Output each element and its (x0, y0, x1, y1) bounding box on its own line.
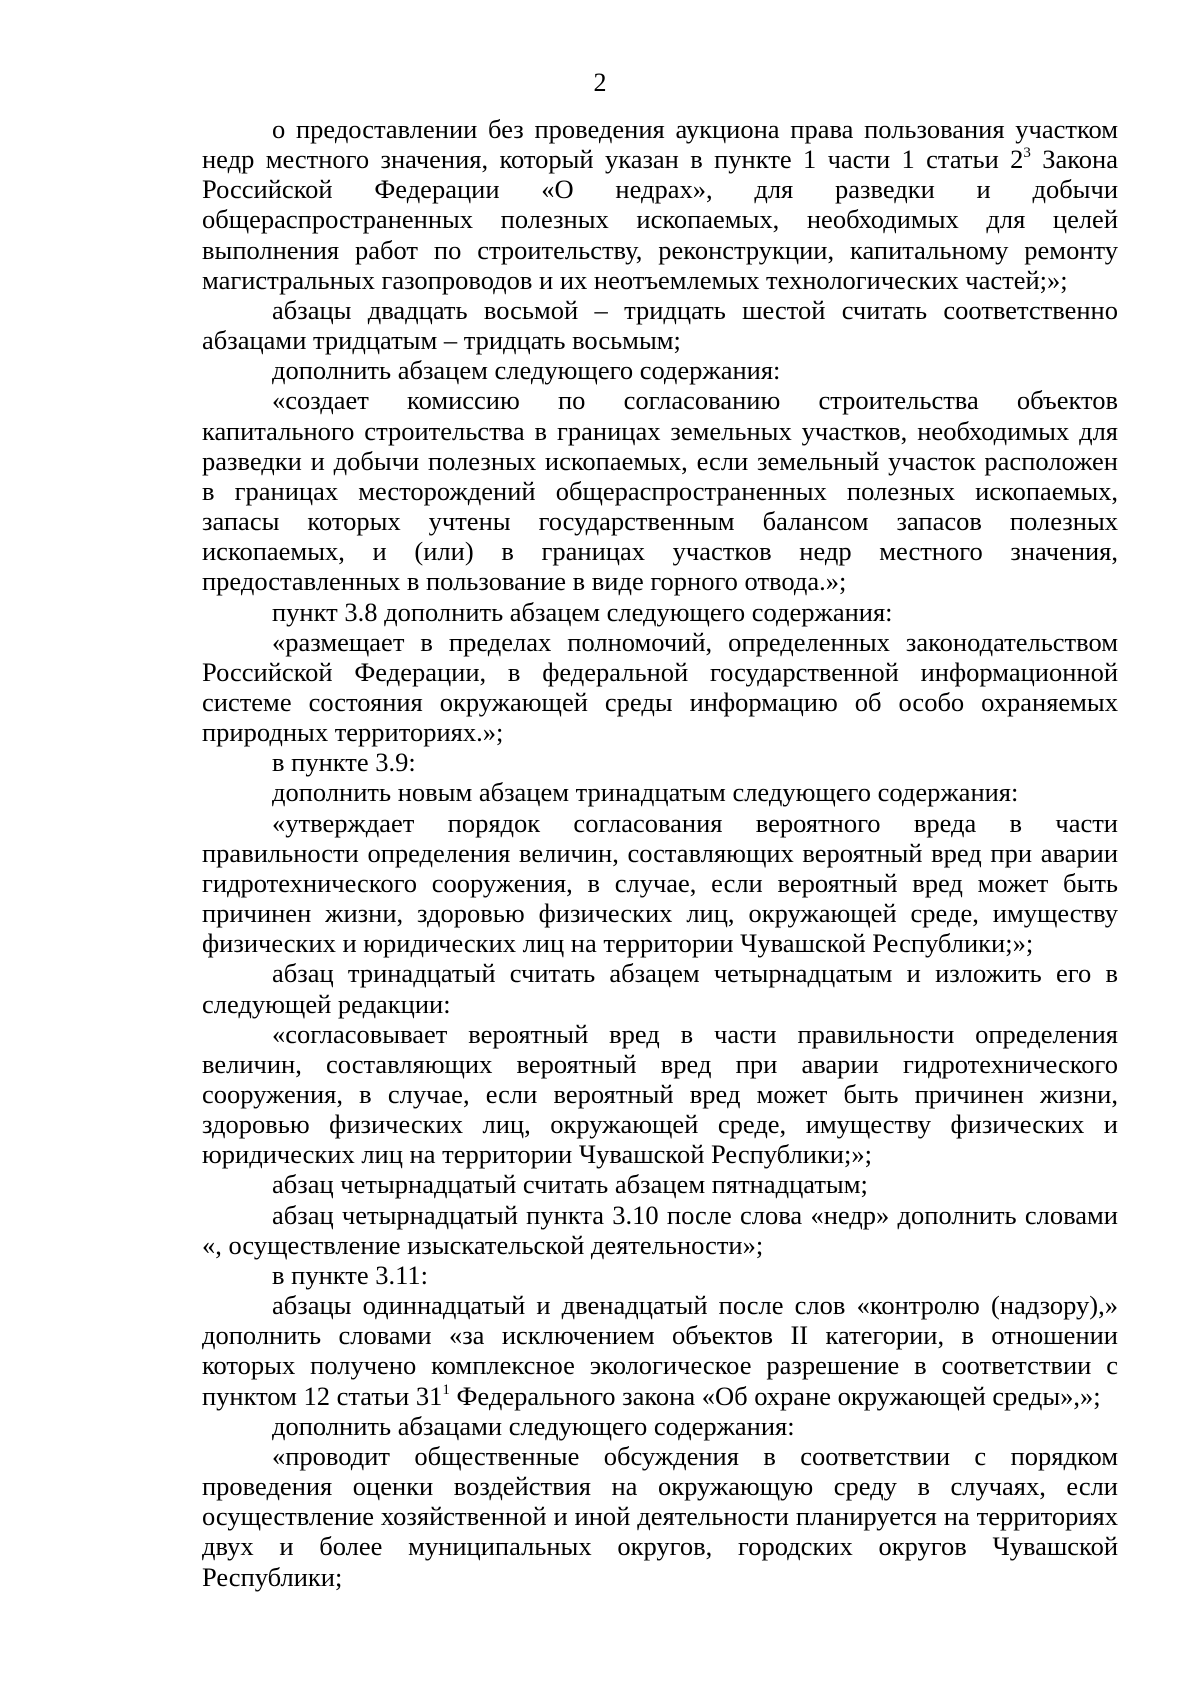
paragraph: «создает комиссию по согласованию строительства объектов капитального строительства в границах земельных участков, необходимых для разведки и добычи полезных ископаемых, если земельный участок расположен в границах месторождений общераспространенных полезных ископаемых, запасы которых учтены государственным балансом запасов полезных ископаемых, и (или) в границах участков недр местного значения, предоставленных в пользование в виде горного отвода.»; (202, 385, 1118, 597)
paragraph: дополнить абзацем следующего содержания: (272, 355, 781, 386)
paragraph: абзацы одиннадцатый и двенадцатый после слов «контролю (надзору),» дополнить словами «за исключением объектов II категории, в отношении которых получено комплексное экологическое разрешение в соответствии с пунктом 12 статьи $31^1$ Федерального закона «Об охране окружающей среды»,»; (202, 1290, 1118, 1411)
paragraph: в пункте 3.9: (272, 747, 416, 778)
paragraph: дополнить новым абзацем тринадцатым следующего содержания: (272, 777, 1019, 808)
paragraph: пункт 3.8 дополнить абзацем следующего содержания: (272, 596, 893, 627)
page-number: 2 (593, 68, 607, 97)
paragraph: «проводит общественные обсуждения в соответствии с порядком проведения оценки воздействия на окружающую среду в случаях, если осуществление хозяйственной и иной деятельности планируется на территориях двух и более муниципальных округов, городских округов Чувашской Республики; (202, 1440, 1118, 1592)
paragraph: о предоставлении без проведения аукциона права пользования участком недр местного значения, который указан в пункте 1 части 1 статьи $2^3$ Закона Российской Федерации «О недрах», для разведки и добычи общераспространенных полезных ископаемых, необходимых для целей выполнения работ по строительству, реконструкции, капитальному ремонту магистральных газопроводов и их неотъемлемых технологических частей;»; (202, 114, 1118, 295)
superscript: 1 (442, 1381, 450, 1398)
paragraph: абзац тринадцатый считать абзацем четырнадцатым и изложить его в следующей редакции: (202, 958, 1118, 1019)
paragraph: абзац четырнадцатый считать абзацем пятнадцатым; (272, 1169, 868, 1200)
paragraph: дополнить абзацами следующего содержания: (272, 1410, 795, 1441)
paragraph: «согласовывает вероятный вред в части правильности определения величин, составляющих вероятный вред при аварии гидротехнического сооружения, в случае, если вероятный вред может быть причинен жизни, здоровью физических лиц, окружающей среде, имуществу физических и юридических лиц на территории Чувашской Республики;»; (202, 1018, 1118, 1170)
superscript: 3 (1023, 145, 1031, 162)
paragraph: абзацы двадцать восьмой – тридцать шестой считать соответственно абзацами тридцатым – тридцать восьмым; (202, 294, 1118, 356)
paragraph: абзац четырнадцатый пункта 3.10 после слова «недр» дополнить словами «, осуществление изыскательской деятельности»; (202, 1199, 1118, 1260)
paragraph: «утверждает порядок согласования вероятного вреда в части правильности определения величин, составляющих вероятный вред при аварии гидротехнического сооружения, в случае, если вероятный вред может быть причинен жизни, здоровью физических лиц, окружающей среде, имуществу физических и юридических лиц на территории Чувашской Республики;»; (202, 807, 1118, 959)
paragraph: «размещает в пределах полномочий, определенных законодательством Российской Федерации, в федеральной государственной информационной системе состояния окружающей среды информацию об особо охраняемых природных территориях.»; (202, 626, 1118, 748)
document-body (202, 114, 1118, 1592)
paragraph: в пункте 3.11: (272, 1259, 428, 1290)
